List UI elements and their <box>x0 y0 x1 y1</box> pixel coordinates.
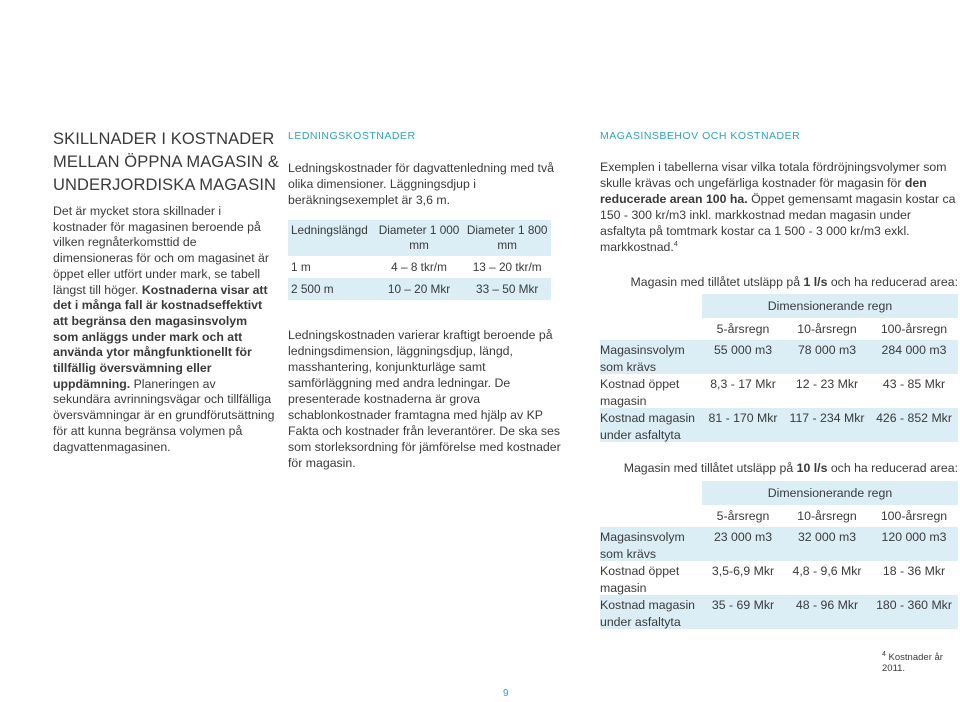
row-label: Magasinsvolym som krävs <box>600 530 685 561</box>
table-cell: 78 000 m3 <box>797 343 857 357</box>
section-heading-magasinsbehov: MAGASINSBEHOV OCH KOSTNADER <box>600 130 801 142</box>
magasin-intro-1: Exemplen i tabellerna visar vilka totala fördröjningsvolymer som skulle krävas och ungefärliga kostnader för magasin för <box>600 160 947 190</box>
table-cell: 12 - 23 Mkr <box>795 377 859 391</box>
table-row <box>600 561 958 595</box>
caption-bold: 10 l/s <box>796 461 828 475</box>
footnote-text: Kostnader år 2011. <box>882 652 943 674</box>
table-cell: 4 – 8 tkr/m <box>391 260 447 274</box>
row-label: Kostnad öppet magasin <box>600 377 680 408</box>
table-cell: 81 - 170 Mkr <box>708 411 778 425</box>
table-header-row <box>288 220 551 256</box>
table-cell: 33 – 50 Mkr <box>463 278 551 300</box>
table-cell: 120 000 m3 <box>881 530 947 544</box>
dim-header: Dimensionerande regn <box>702 294 958 318</box>
section-heading-ledningskostnader: LEDNINGSKOSTNADER <box>288 130 416 142</box>
table-cell: 10 – 20 Mkr <box>375 278 464 300</box>
table-cell: 180 - 360 Mkr <box>876 598 952 612</box>
title-line-1: SKILLNADER I KOSTNADER <box>53 130 275 148</box>
table-cell: 3,5-6,9 Mkr <box>711 564 775 578</box>
caption-post: och ha reducerad area: <box>827 275 958 289</box>
table-cell: 13 – 20 tkr/m <box>472 260 542 274</box>
table-cell: 55 000 m3 <box>713 343 773 357</box>
header-diameter-1800: Diameter 1 800 mm <box>463 220 551 256</box>
table-cell: 48 - 96 Mkr <box>795 598 859 612</box>
intro-bold-text: Kostnaderna visar att det i många fall är kostnadseffektivt att begränsa den magasinsvolym som anläggs under mark och att använda ytor mångfunktionellt för tillfällig översvämning eller uppdämning. <box>53 282 268 391</box>
intro-text-2: Planeringen av sekundära avrinningsvägar och tillfälliga översvämningar är en grundförutsättning för att kunna begränsa volymen på dagvattenmagasinen. <box>53 376 275 454</box>
intro-paragraph <box>53 204 275 455</box>
table-cell: 35 - 69 Mkr <box>711 598 775 612</box>
table-caption-1ls <box>600 275 958 289</box>
magasin-intro <box>600 159 960 255</box>
table-cell: 426 - 852 Mkr <box>876 411 952 425</box>
table-row <box>600 374 958 408</box>
year-header: 10-årsregn <box>797 322 857 336</box>
ledning-intro: Ledningskostnader för dagvattenledning med två olika dimensioner. Läggningsdjup i beräkningsexemplet är 3,6 m. <box>288 161 554 207</box>
table-cell: 2 500 m <box>288 278 375 300</box>
table-cell: 117 - 234 Mkr <box>789 411 865 425</box>
table-cell: 18 - 36 Mkr <box>882 564 946 578</box>
row-label: Kostnad magasin under asfaltyta <box>600 598 696 629</box>
table-cell: 8,3 - 17 Mkr <box>710 377 776 391</box>
header-ledningslangd: Ledningslängd <box>288 220 375 256</box>
caption-pre: Magasin med tillåtet utsläpp på <box>623 461 797 475</box>
table-cell: 1 m <box>291 260 311 274</box>
caption-bold: 1 l/s <box>803 275 828 289</box>
table-cell: 43 - 85 Mkr <box>882 377 946 391</box>
table-row <box>600 595 958 629</box>
table-row <box>600 527 958 561</box>
magasin-intro-bold: den reducerade arean 100 ha. <box>600 176 927 206</box>
table-cell: 4,8 - 9,6 Mkr <box>792 564 862 578</box>
row-label: Kostnad magasin under asfaltyta <box>600 411 696 442</box>
title-line-2: MELLAN ÖPPNA MAGASIN & <box>53 153 279 171</box>
table-cell: 23 000 m3 <box>713 530 773 544</box>
header-diameter-1000: Diameter 1 000 mm <box>375 220 464 256</box>
years-row <box>702 505 958 527</box>
table-caption-10ls <box>600 461 958 475</box>
row-label: Kostnad öppet magasin <box>600 564 680 595</box>
title-line-3: UNDERJORDISKA MAGASIN <box>53 176 277 194</box>
footnote-number: 4 <box>882 650 886 658</box>
table-row <box>288 278 551 300</box>
ledningskostnad-table <box>288 220 551 300</box>
footnote-ref: 4 <box>673 240 678 248</box>
table-row <box>600 340 958 374</box>
page-title <box>53 128 293 197</box>
table-cell: 32 000 m3 <box>797 530 857 544</box>
table-cell: 284 000 m3 <box>881 343 947 357</box>
magasin-intro-2: Öppet gemensamt magasin kostar ca 150 - 300 kr/m3 inkl. markkostnad medan magasin under asfaltyta på tomtmark kostar ca 1 500 - 3 000 kr/m3 exkl. markkostnad. <box>600 192 956 254</box>
table-row <box>288 256 551 278</box>
page-number: 9 <box>503 688 509 699</box>
caption-post: och ha reducerad area: <box>827 461 958 475</box>
year-header: 5-årsregn <box>716 509 770 523</box>
years-row <box>702 318 958 340</box>
ledning-paragraph: Ledningskostnaden varierar kraftigt beroende på ledningsdimension, läggningsdjup, längd, masshantering, konjunkturläge samt samförläggning med andra ledningar. De presenterade kostnaderna är grova schablonkostnader framtagna med hjälp av KP Fakta och kostnader från leverantörer. De ska ses som storleksordning för jämförelse med kostnader för magasin. <box>288 328 561 470</box>
table-row <box>600 408 958 442</box>
year-header: 5-årsregn <box>716 322 770 336</box>
footnote <box>882 652 960 674</box>
intro-text-1: Det är mycket stora skillnader i kostnader för magasinen beroende på vilken regnåterkomsttid de dimensioneras för och om magasinet är öppet eller utfört under mark, se tabell längst till höger. <box>53 204 269 297</box>
year-header: 100-årsregn <box>880 322 948 336</box>
dim-header: Dimensionerande regn <box>702 481 958 505</box>
caption-pre: Magasin med tillåtet utsläpp på <box>630 275 804 289</box>
year-header: 10-årsregn <box>797 509 857 523</box>
year-header: 100-årsregn <box>880 509 948 523</box>
row-label: Magasinsvolym som krävs <box>600 343 685 374</box>
